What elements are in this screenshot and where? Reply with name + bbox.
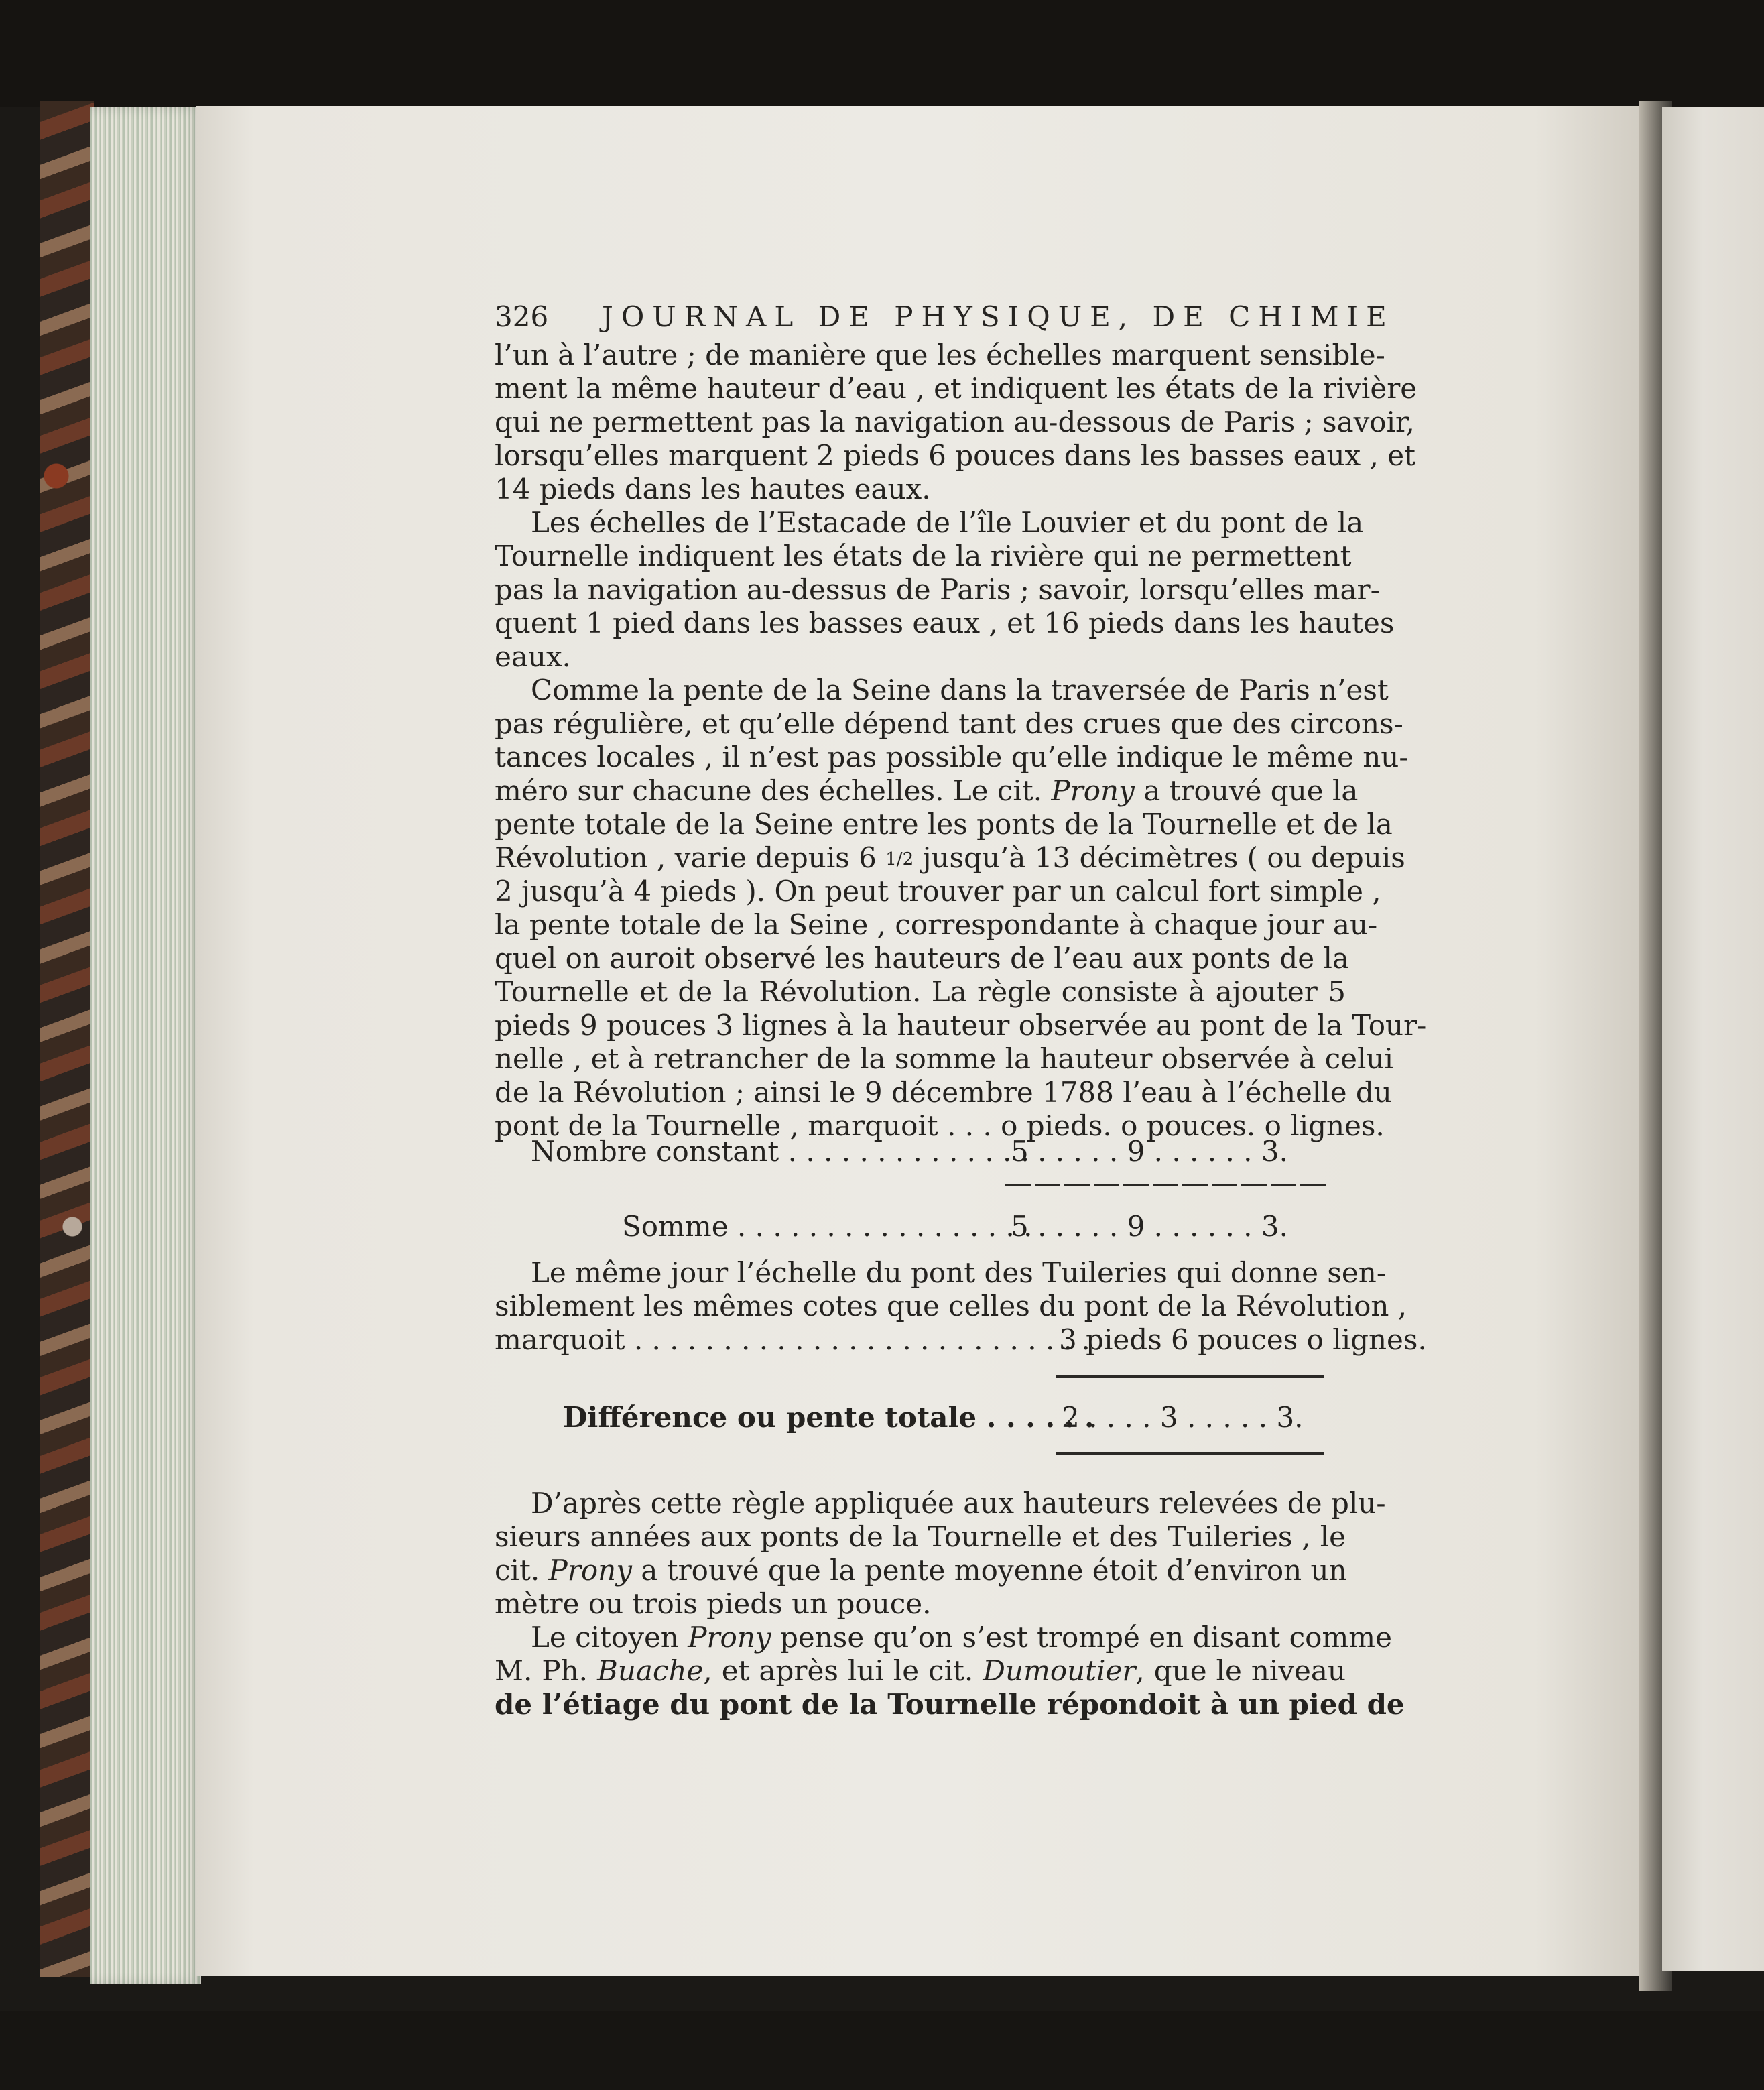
text-span: , que le niveau bbox=[1135, 1654, 1346, 1687]
text-line: lorsqu’elles marquent 2 pieds 6 pouces dans les basses eaux , et bbox=[495, 439, 1416, 472]
text-line: pas la navigation au-dessus de Paris ; savoir, lorsqu’elles mar- bbox=[495, 573, 1380, 606]
text-line: l’un à l’autre ; de manière que les échelles marquent sensible- bbox=[495, 339, 1385, 371]
text-line: 14 pieds dans les hautes eaux. bbox=[495, 473, 931, 505]
text-span: M. Ph. bbox=[495, 1654, 588, 1687]
difference-bottom-rule bbox=[1056, 1452, 1324, 1455]
text-line: de l’étiage du pont de la Tournelle répondoit à un pied de bbox=[495, 1688, 1405, 1721]
text-span: a trouvé que la bbox=[1143, 774, 1359, 807]
text-line: qui ne permettent pas la navigation au-dessous de Paris ; savoir, bbox=[495, 406, 1415, 438]
text-line: mètre ou trois pieds un pouce. bbox=[495, 1587, 932, 1620]
difference-rule bbox=[1056, 1375, 1324, 1378]
person-name: Prony bbox=[1051, 774, 1135, 807]
constant-values: 5 . . . . . 9 . . . . . . 3. bbox=[1011, 1135, 1288, 1168]
text-line: siblement les mêmes cotes que celles du pont de la Révolution , bbox=[495, 1290, 1407, 1323]
text-line bbox=[495, 1554, 1346, 1587]
text-line: tances locales , il n’est pas possible qu’elle indique le même nu- bbox=[495, 741, 1409, 774]
body-text bbox=[495, 339, 1427, 1143]
running-title: JOURNAL DE PHYSIQUE, DE CHIMIE bbox=[602, 300, 1395, 333]
fraction: 1/2 bbox=[885, 849, 914, 869]
text-line bbox=[495, 841, 1405, 875]
page-edges bbox=[90, 107, 201, 1984]
text-line: quel on auroit observé les hauteurs de l’eau aux ponts de la bbox=[495, 942, 1349, 975]
book-cover-marbled bbox=[40, 101, 94, 1977]
text-span: jusqu’à 13 décimètres ( ou depuis bbox=[922, 841, 1405, 874]
marquoit-values: 3 pieds 6 pouces o lignes. bbox=[1059, 1323, 1427, 1356]
text-line bbox=[495, 1654, 1346, 1688]
text-line: Les échelles de l’Estacade de l’île Louvier et du pont de la bbox=[531, 506, 1364, 539]
text-line: eaux. bbox=[495, 640, 571, 673]
marquoit-label: marquoit . . . . . . . . . . . . . . . . . . . . . . . . . . bbox=[495, 1323, 1090, 1356]
constant-label: Nombre constant . . . . . . . . . . . . . . bbox=[531, 1135, 1030, 1168]
text-span: , et après lui le cit. bbox=[703, 1654, 974, 1687]
running-header bbox=[495, 300, 1395, 341]
person-name: Buache bbox=[597, 1654, 704, 1687]
person-name: Prony bbox=[688, 1621, 771, 1654]
background-top bbox=[0, 0, 1764, 107]
text-line: Tournelle et de la Révolution. La règle consiste à ajouter 5 bbox=[495, 975, 1346, 1008]
text-span: pense qu’on s’est trompé en disant comme bbox=[779, 1621, 1392, 1654]
facing-page bbox=[1662, 107, 1764, 1971]
background-bottom bbox=[0, 2011, 1764, 2090]
text-line: nelle , et à retrancher de la somme la hauteur observée à celui bbox=[495, 1042, 1393, 1075]
sum-label: Somme . . . . . . . . . . . . . . . . . bbox=[622, 1210, 1033, 1243]
text-line: Comme la pente de la Seine dans la traversée de Paris n’est bbox=[531, 674, 1389, 706]
text-span: a trouvé que la pente moyenne étoit d’environ un bbox=[641, 1554, 1347, 1587]
text-line: pont de la Tournelle , marquoit . . . o pieds. o pouces. o lignes. bbox=[495, 1109, 1385, 1142]
text-line: Le même jour l’échelle du pont des Tuileries qui donne sen- bbox=[531, 1256, 1387, 1289]
sum-rule bbox=[1005, 1184, 1328, 1186]
text-span: cit. bbox=[495, 1554, 540, 1587]
sum-values: 5 . . . . . 9 . . . . . . 3. bbox=[1011, 1210, 1288, 1243]
text-line: Tournelle indiquent les états de la rivière qui ne permettent bbox=[495, 540, 1352, 572]
text-line: ment la même hauteur d’eau , et indiquent les états de la rivière bbox=[495, 372, 1418, 405]
person-name: Dumoutier bbox=[983, 1654, 1136, 1687]
text-line: pente totale de la Seine entre les ponts de la Tournelle et de la bbox=[495, 808, 1393, 841]
text-span: Le citoyen bbox=[531, 1621, 679, 1654]
text-line: pieds 9 pouces 3 lignes à la hauteur observée au pont de la Tour- bbox=[495, 1009, 1427, 1042]
text-line: sieurs années aux ponts de la Tournelle et des Tuileries , le bbox=[495, 1520, 1346, 1553]
text-line: quent 1 pied dans les basses eaux , et 16 pieds dans les hautes bbox=[495, 607, 1395, 639]
difference-label: Différence ou pente totale . . . . . . bbox=[563, 1401, 1094, 1434]
text-line: D’après cette règle appliquée aux hauteurs relevées de plu- bbox=[531, 1487, 1386, 1520]
page-number: 326 bbox=[495, 300, 549, 333]
text-line bbox=[495, 774, 1359, 808]
text-line: pas régulière, et qu’elle dépend tant des crues que des circons- bbox=[495, 707, 1403, 740]
text-line: la pente totale de la Seine , correspondante à chaque jour au- bbox=[495, 908, 1378, 941]
body-text-continued bbox=[495, 1487, 1405, 1721]
text-span: Révolution , varie depuis 6 bbox=[495, 841, 877, 874]
person-name: Prony bbox=[548, 1554, 632, 1587]
text-line: 2 jusqu’à 4 pieds ). On peut trouver par un calcul fort simple , bbox=[495, 875, 1381, 908]
difference-values: 2 . . . . 3 . . . . . 3. bbox=[1062, 1401, 1304, 1434]
text-line: de la Révolution ; ainsi le 9 décembre 1788 l’eau à l’échelle du bbox=[495, 1076, 1392, 1109]
text-line bbox=[495, 1621, 1392, 1654]
text-span: méro sur chacune des échelles. Le cit. bbox=[495, 774, 1043, 807]
